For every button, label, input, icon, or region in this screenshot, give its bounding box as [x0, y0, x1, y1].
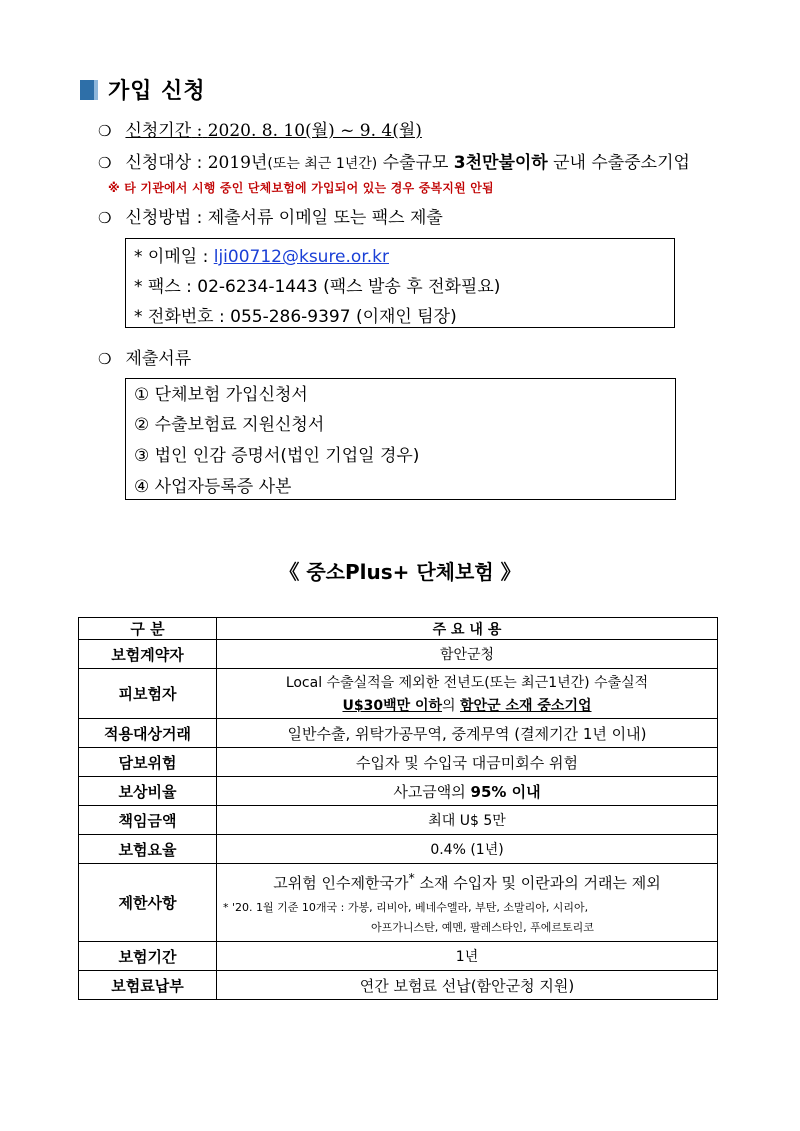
row-label-rate: 보험요율 — [79, 835, 217, 864]
ratio-prefix: 사고금액의 — [393, 782, 471, 801]
restriction-main-post: 소재 수입자 및 이란과의 거래는 제외 — [414, 874, 661, 892]
duplicate-warning: ※ 타 기관에서 시행 중인 단체보험에 가입되어 있는 경우 중복지원 안됨 — [108, 181, 494, 195]
insured-connector: 의 — [442, 698, 461, 714]
table-row — [79, 942, 718, 971]
period-sep: : — [196, 121, 203, 141]
table-header-content: 주 요 내 용 — [217, 618, 718, 640]
target-scale: 수출규모 — [377, 153, 454, 173]
product-title: 《 중소Plus+ 단체보험 》 — [279, 560, 521, 584]
target-sep: : — [196, 153, 203, 173]
target-paren: (또는 최근 1년간) — [267, 156, 378, 172]
row-value-rate: 0.4% (1년) — [217, 835, 718, 864]
row-label-insured: 피보험자 — [79, 669, 217, 719]
row-label-ratio: 보상비율 — [79, 777, 217, 806]
contact-email-row — [134, 242, 389, 267]
row-label-payment: 보험료납부 — [79, 971, 217, 1000]
period-value: 2020. 8. 10(월) ~ 9. 4(월) — [207, 121, 422, 141]
contact-email-label: * 이메일 : — [134, 247, 214, 267]
contact-phone: * 전화번호 : 055-286-9397 (이재인 팀장) — [134, 307, 457, 327]
circle-bullet-icon: ❍ — [98, 154, 112, 172]
method-line — [98, 203, 443, 228]
docs-item: ④ 사업자등록증 사본 — [134, 477, 292, 497]
section-title-square-icon — [80, 80, 98, 100]
table-row — [79, 669, 718, 719]
row-value-contractor: 함안군청 — [217, 640, 718, 669]
table-row — [79, 777, 718, 806]
docs-item: ③ 법인 인감 증명서(법인 기업일 경우) — [134, 446, 420, 466]
docs-box — [125, 378, 676, 500]
target-line — [98, 148, 690, 173]
docs-label: 제출서류 — [125, 349, 192, 369]
insured-region: 함안군 소재 중소기업 — [460, 698, 592, 714]
insured-line2 — [221, 695, 713, 715]
method-label: 신청방법 — [125, 208, 192, 228]
docs-item: ① 단체보험 가입신청서 — [134, 385, 308, 405]
table-header-row — [79, 618, 718, 640]
restriction-main — [221, 870, 713, 893]
period-label: 신청기간 — [125, 121, 192, 141]
row-label-scope: 적용대상거래 — [79, 719, 217, 748]
period-line — [98, 116, 422, 141]
row-value-risk: 수입자 및 수입국 대금미회수 위험 — [217, 748, 718, 777]
row-value-ratio — [217, 777, 718, 806]
row-value-period: 1년 — [217, 942, 718, 971]
row-label-contractor: 보험계약자 — [79, 640, 217, 669]
docs-item: ② 수출보험료 지원신청서 — [134, 415, 325, 435]
method-value: 제출서류 이메일 또는 팩스 제출 — [207, 208, 443, 228]
ratio-percent: 95% 이내 — [470, 782, 541, 801]
target-limit: 3천만불이하 — [453, 153, 548, 173]
table-row — [79, 640, 718, 669]
row-label-risk: 담보위험 — [79, 748, 217, 777]
restriction-note1: * '20. 1월 기준 10개국 : 가봉, 리비아, 베네수엘라, 부탄, 소말리아, 시리아, — [223, 901, 589, 914]
target-label: 신청대상 — [125, 153, 192, 173]
restriction-main-pre: 고위험 인수제한국가 — [273, 874, 409, 892]
insured-line1: Local 수출실적을 제외한 전년도(또는 최근1년간) 수출실적 — [285, 675, 649, 691]
target-year: 2019년 — [207, 153, 268, 173]
row-label-limit: 책임금액 — [79, 806, 217, 835]
table-header-category: 구 분 — [79, 618, 217, 640]
insured-amount: U$30백만 이하 — [342, 698, 443, 714]
row-value-insured — [217, 669, 718, 719]
row-value-payment: 연간 보험료 선납(함안군청 지원) — [217, 971, 718, 1000]
row-label-period: 보험기간 — [79, 942, 217, 971]
target-rest: 군내 수출중소기업 — [547, 153, 690, 173]
restriction-main-sup: * — [408, 870, 415, 885]
table-row — [79, 719, 718, 748]
circle-bullet-icon: ❍ — [98, 209, 112, 227]
restriction-note2: 아프가니스탄, 예멘, 팔레스타인, 푸에르토리코 — [371, 921, 594, 934]
table-row — [79, 971, 718, 1000]
method-sep: : — [196, 208, 203, 228]
contact-box — [125, 238, 675, 328]
section-title-text: 가입 신청 — [108, 79, 206, 104]
section-title — [80, 74, 206, 105]
circle-bullet-icon: ❍ — [98, 122, 112, 140]
table-row — [79, 806, 718, 835]
row-value-limit: 최대 U$ 5만 — [217, 806, 718, 835]
table-row — [79, 835, 718, 864]
row-value-scope: 일반수출, 위탁가공무역, 중계무역 (결제기간 1년 이내) — [217, 719, 718, 748]
docs-line — [98, 344, 191, 369]
circle-bullet-icon: ❍ — [98, 350, 112, 368]
insurance-table — [78, 617, 718, 1000]
row-label-restriction: 제한사항 — [79, 864, 217, 942]
contact-fax: * 팩스 : 02-6234-1443 (팩스 발송 후 전화필요) — [134, 277, 501, 297]
row-value-restriction — [217, 864, 718, 942]
table-row — [79, 864, 718, 942]
contact-email-link[interactable]: lji00712@ksure.or.kr — [213, 247, 389, 267]
table-row — [79, 748, 718, 777]
